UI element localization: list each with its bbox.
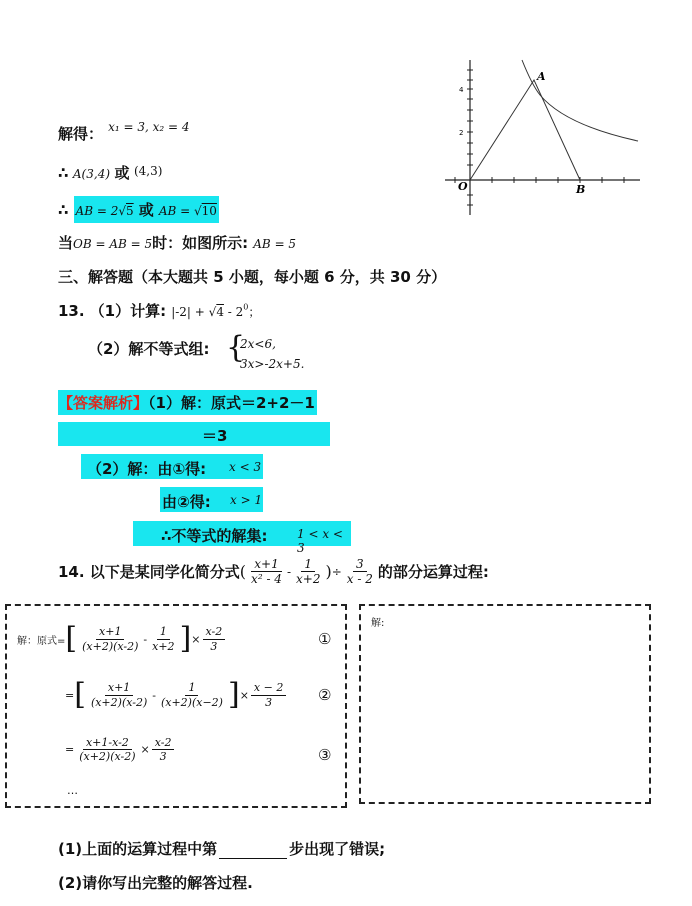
point-a-label: A: [537, 70, 546, 83]
or-word-2: 或: [138, 201, 154, 219]
answer13-line5-label: ∴不等式的解集:: [161, 527, 268, 545]
answer13-line2-highlight: [58, 422, 330, 446]
q14-fraction-3: $\frac{3}{x - 2}$: [346, 557, 373, 587]
work-step-1: 解：原式= [ $\frac{x+1}{(x+2)(x-2)}$ - $\frac{1}{x+2}$ ] × $\frac{x-2}{3}$: [17, 624, 227, 654]
brace-icon: {: [226, 330, 246, 365]
point-a-option-1: A(3,4): [72, 167, 111, 181]
triangle-oab: [470, 80, 580, 180]
work-step-2: = [ $\frac{x+1}{(x+2)(x-2)}$ - $\frac{1}{(x+2)(x-2)}$ ] × $\frac{x - 2}{3}$: [65, 680, 288, 710]
when-expression: OB = AB = 5: [73, 237, 153, 251]
ab-value-1-lhs: AB = 2: [75, 204, 119, 218]
origin-label: O: [458, 180, 468, 193]
answer13-line4-label: 由②得:: [162, 493, 211, 511]
inequality-1: 2x<6,: [240, 337, 276, 351]
question-1-suffix: 步出现了错误;: [289, 840, 386, 858]
tick-4-label: 4: [459, 86, 464, 94]
answer-box-label: 解:: [371, 618, 385, 629]
ab-values-line: [58, 196, 219, 223]
q13-number: 13.: [58, 302, 85, 320]
q14-text: 14. 以下是某同学化简分式: [58, 563, 240, 582]
point-b-label: B: [576, 183, 586, 196]
or-word: 或: [114, 164, 130, 182]
inequality-2: 3x>-2x+5.: [240, 357, 305, 371]
answer13-line3-highlight: [81, 454, 263, 479]
section-3-heading: 三、解答题（本大题共 5 小题，每小题 6 分，共 30 分）: [58, 268, 447, 286]
answer13-line5-expr: 1 < x < 3: [297, 527, 343, 555]
when-result: AB = 5: [253, 237, 297, 251]
question-2: (2)请你写出完整的解答过程.: [58, 874, 253, 892]
tick-2-label: 2: [459, 129, 464, 137]
q14-fraction-2: $\frac{1}{x+2}$: [296, 557, 321, 587]
therefore-symbol: ∴: [58, 164, 69, 182]
ab-value-2-lhs: AB =: [158, 204, 195, 218]
therefore-symbol-2: ∴: [58, 201, 69, 219]
answer-tag: 【答案解析】: [58, 394, 149, 412]
step-2-marker: ②: [318, 686, 332, 704]
question-1-blank[interactable]: [219, 842, 287, 859]
q13-part1-expr-b: - 2: [223, 305, 244, 319]
answer13-line3-expr: x < 3: [229, 460, 262, 474]
answer13-line1: [58, 390, 317, 415]
ab-values-highlight: AB = 2√5 或 AB = √10: [74, 196, 219, 223]
step-3-marker: ③: [318, 746, 332, 764]
inequality-system: [240, 334, 304, 374]
answer13-line2-text: ＝3: [202, 427, 228, 445]
ab-value-1-radicand: 5: [126, 204, 134, 218]
q13-part2-label: （2）解不等式组:: [88, 340, 210, 358]
question-1-prefix: (1)上面的运算过程中第: [58, 840, 218, 858]
when-middle-text: 时：如图所示:: [152, 234, 249, 252]
result-label: 解得：: [58, 125, 104, 143]
q13-part1-label: （1）计算:: [89, 302, 167, 320]
answer13-line4-expr: x > 1: [230, 493, 263, 507]
answer13-line5-highlight: [133, 521, 351, 555]
q14-tail: 的部分运算过程:: [377, 563, 489, 582]
answer13-line4-highlight: [160, 487, 263, 512]
point-a-option-2: (4,3): [133, 164, 163, 178]
q13-part1-tail: ；: [248, 305, 261, 319]
when-prefix: 当: [58, 234, 74, 252]
step-1-marker: ①: [318, 630, 332, 648]
work-step-3: = $\frac{x+1-x-2}{(x+2)(x-2)}$ × $\frac{x-2}{3}$: [65, 736, 176, 763]
q13-part1-radicand: 4: [216, 305, 224, 319]
when-line: [58, 232, 296, 253]
q13-part1-exponent: 0: [243, 302, 249, 312]
work-ellipsis: …: [67, 784, 78, 797]
result-expr: x₁ = 3, x₂ = 4: [108, 120, 190, 134]
q14-fraction-1: $\frac{x+1}{\text{x² - 4}}$: [251, 557, 282, 587]
work-prefix: 解：原式=: [17, 635, 66, 647]
therefore-points-line: [58, 162, 162, 183]
q13-part1-line: 13. （1）计算: $|-2| + √4 - 2^0$；: [58, 302, 261, 320]
answer13-line1-text: （1）解：原式＝2+2－1: [148, 394, 315, 412]
student-work-box: [5, 604, 347, 808]
question-1-line: [58, 838, 385, 859]
answer-work-box[interactable]: [359, 604, 651, 804]
ab-value-2-radicand: 10: [201, 204, 217, 218]
answer13-line3-label: （2）解：由①得:: [87, 460, 207, 478]
q13-part2-line: [88, 340, 209, 361]
result-line: [58, 120, 190, 144]
coordinate-graph: [440, 55, 645, 220]
q13-part1-expr-a: |-2| +: [171, 305, 209, 319]
q14-line: 14. 以下是某同学化简分式 ( $\frac{x+1}{\text{x² - 4}}$ - $\frac{1}{x+2}$ ) ÷ $\frac{3}{x - 2}$ 的部分运算过程:: [58, 557, 489, 587]
